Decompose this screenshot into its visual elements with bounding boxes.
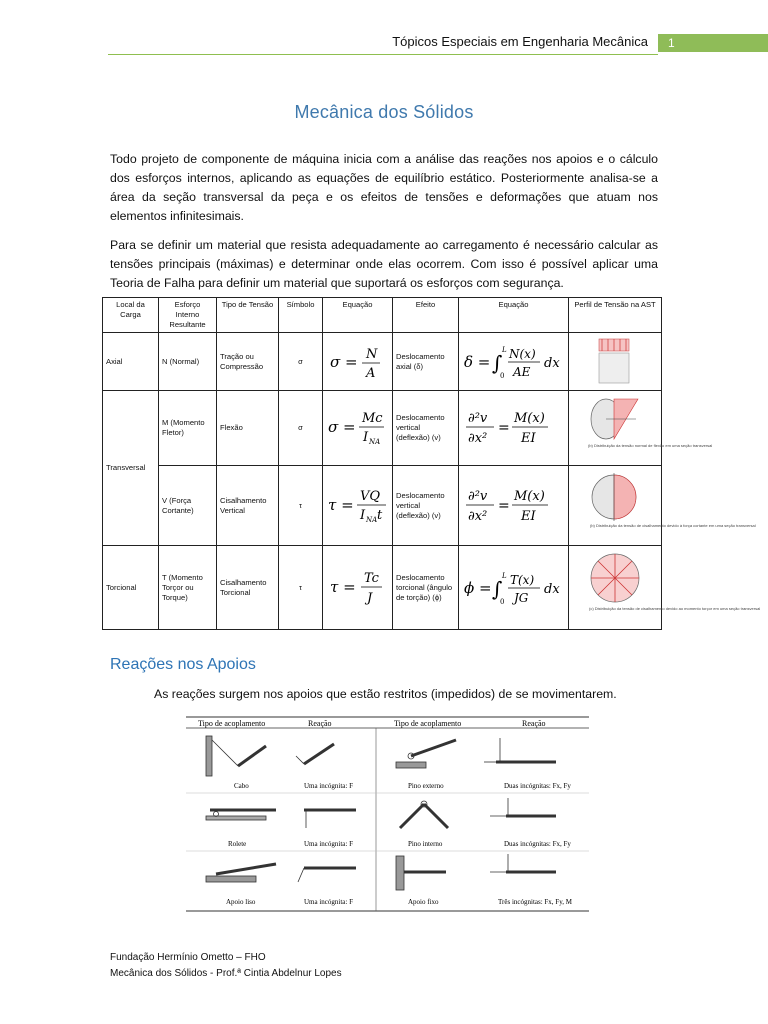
cell-tipo: Flexão (217, 391, 279, 466)
perfil-caption: (b) Distribuição da tensão normal de flexão em uma seção transversal (588, 443, 713, 448)
page-number-badge: 1 (658, 34, 768, 52)
svg-text:M(x): M(x) (514, 411, 545, 426)
header-title: Tópicos Especiais em Engenharia Mecânica (392, 34, 648, 49)
support-reactions-figure (186, 716, 589, 912)
svg-text:0: 0 (500, 371, 505, 380)
footer-institution: Fundação Hermínio Ometto – FHO (110, 952, 266, 963)
svg-text:τ =: τ = (329, 577, 356, 596)
header-simbolo: Símbolo (279, 298, 323, 333)
equation-bending-stress (323, 391, 393, 466)
header-tipo: Tipo de Tensão (217, 298, 279, 333)
cell-tipo: Cisalhamento Vertical (217, 466, 279, 546)
header-rule (108, 54, 658, 55)
cell-label: Três incógnitas: Fx, Fy, M (498, 898, 572, 906)
equation-deflection-moment (459, 391, 569, 466)
svg-text:VQ: VQ (360, 488, 381, 504)
cell-tipo: Cisalhamento Torcional (217, 546, 279, 630)
cell-esforco: M (Momento Fletor) (159, 391, 217, 466)
svg-text:EI: EI (521, 431, 536, 446)
cell-esforco: V (Força Cortante) (159, 466, 217, 546)
svg-text:A: A (365, 365, 375, 381)
equation-torsion-angle (459, 546, 569, 630)
table-row (103, 546, 662, 630)
svg-text:σ =: σ = (328, 418, 356, 436)
col-header: Tipo de acoplamento (198, 719, 266, 728)
cell-efeito: Deslocamento torcional (ângulo de torção) (ϕ) (393, 546, 459, 630)
stress-table (102, 297, 761, 630)
col-header: Tipo de acoplamento (394, 719, 462, 728)
svg-text:N: N (365, 346, 377, 362)
cell-label: Duas incógnitas: Fx, Fy (504, 782, 571, 790)
svg-text:L: L (502, 571, 507, 580)
svg-text:J: J (366, 590, 372, 606)
svg-text:M(x): M(x) (514, 488, 545, 504)
table-row (103, 391, 662, 466)
header-equacao: Equação (323, 298, 393, 333)
equation-deflection-shear (459, 466, 569, 546)
shear-stress-profile (569, 466, 756, 546)
svg-text:∂²v: ∂²v (468, 488, 488, 504)
cell-efeito: Deslocamento vertical (deflexão) (v) (393, 466, 459, 546)
svg-text:∂²v: ∂²v (468, 411, 488, 426)
cell-label: Pino externo (408, 782, 444, 790)
svg-text:L: L (502, 345, 507, 354)
cell-label: Duas incógnitas: Fx, Fy (504, 840, 571, 848)
svg-text:∂x²: ∂x² (468, 431, 488, 446)
equation-shear-stress (323, 466, 393, 546)
svg-text:N(x): N(x) (509, 346, 536, 361)
svg-text:AE: AE (513, 364, 531, 379)
svg-text:I: I (360, 507, 366, 523)
cell-simbolo: σ (279, 391, 323, 466)
svg-text:∫: ∫ (492, 576, 503, 601)
section-heading: Reações nos Apoios (110, 656, 256, 673)
col-header: Reação (308, 719, 332, 728)
svg-text:τ =: τ = (328, 495, 354, 514)
svg-text:I: I (363, 430, 369, 445)
header-equacao-2: Equação (459, 298, 569, 333)
footer-course: Mecânica dos Sólidos - Prof.ª Cintia Abdelnur Lopes (110, 968, 342, 979)
cell-label: Rolete (228, 840, 247, 848)
cell-label: Uma incógnita: F (304, 840, 353, 848)
svg-text:dx: dx (544, 355, 560, 371)
svg-text:ϕ =: ϕ = (464, 578, 492, 597)
svg-text:δ =: δ = (464, 352, 491, 371)
svg-text:=: = (498, 497, 510, 514)
svg-text:t: t (377, 507, 383, 523)
cell-local: Torcional (103, 546, 159, 630)
paragraph-materials: Para se definir um material que resista adequadamente ao carregamento é necessário calcular as tensões principais (máximas) e determinar onde elas ocorrem. Com isso é possível aplicar uma Teoria de Falha para definir um material que suportará os esforços com segurança. (110, 238, 658, 290)
section-text: As reações surgem nos apoios que estão restritos (impedidos) de se movimentarem. (154, 687, 617, 701)
paragraph-intro: Todo projeto de componente de máquina inicia com a análise das reações nos apoios e o cálculo dos esforços internos, aplicando as equações de equilíbrio estático. Posteriormente analisa-se a área da seção transversal da peça e os efeitos de tensões e deformações que atuam nos elementos infinitesimais. (110, 152, 658, 223)
svg-text:=: = (498, 420, 510, 436)
cell-label: Uma incógnita: F (304, 898, 353, 906)
svg-text:σ =: σ = (329, 352, 358, 371)
document-title: Mecânica dos Sólidos (294, 102, 474, 122)
cell-label: Apoio fixo (408, 898, 439, 906)
svg-text:dx: dx (544, 581, 560, 597)
table-header-row (103, 298, 662, 333)
header-perfil: Perfil de Tensão na AST (569, 298, 662, 333)
perfil-caption: (b) Distribuição da tensão de cisalhamento devido à força cortante em uma seção transversal (590, 522, 756, 528)
cell-tipo: Tração ou Compressão (217, 333, 279, 391)
svg-text:Tc: Tc (363, 570, 379, 586)
header-local: Local da Carga (103, 298, 159, 333)
axial-stress-profile (569, 333, 662, 391)
svg-text:0: 0 (500, 597, 505, 606)
equation-normal-stress (323, 333, 393, 391)
cell-simbolo: τ (279, 546, 323, 630)
cell-local: Transversal (103, 391, 159, 546)
torsion-stress-profile (569, 546, 761, 630)
equation-torsion-stress (323, 546, 393, 630)
svg-text:T(x): T(x) (510, 572, 535, 587)
svg-text:JG: JG (514, 590, 529, 605)
cell-label: Pino interno (408, 840, 443, 848)
cell-simbolo: σ (279, 333, 323, 391)
svg-text:NA: NA (366, 515, 378, 524)
perfil-caption: (c) Distribuição da tensão de cisalhamento devido ao momento torçor em uma seção transversal (589, 605, 761, 611)
cell-efeito: Deslocamento vertical (deflexão) (v) (393, 391, 459, 466)
svg-text:∫: ∫ (492, 350, 503, 375)
header-efeito: Efeito (393, 298, 459, 333)
svg-text:∂x²: ∂x² (468, 508, 488, 524)
cell-local: Axial (103, 333, 159, 391)
bending-stress-profile (569, 391, 713, 466)
cell-label: Cabo (234, 782, 249, 790)
table-row (103, 333, 662, 391)
cell-simbolo: τ (279, 466, 323, 546)
col-header: Reação (522, 719, 546, 728)
svg-text:EI: EI (521, 508, 536, 524)
cell-esforco: T (Momento Torçor ou Torque) (159, 546, 217, 630)
cell-efeito: Deslocamento axial (δ) (393, 333, 459, 391)
equation-axial-displacement (459, 333, 569, 391)
svg-text:Mc: Mc (362, 411, 383, 426)
table-row (103, 466, 662, 546)
cell-label: Apoio liso (226, 898, 256, 906)
cell-label: Uma incógnita: F (304, 782, 353, 790)
cell-esforco: N (Normal) (159, 333, 217, 391)
header-esforco: Esforço Interno Resultante (159, 298, 217, 333)
svg-text:NA: NA (369, 438, 381, 446)
